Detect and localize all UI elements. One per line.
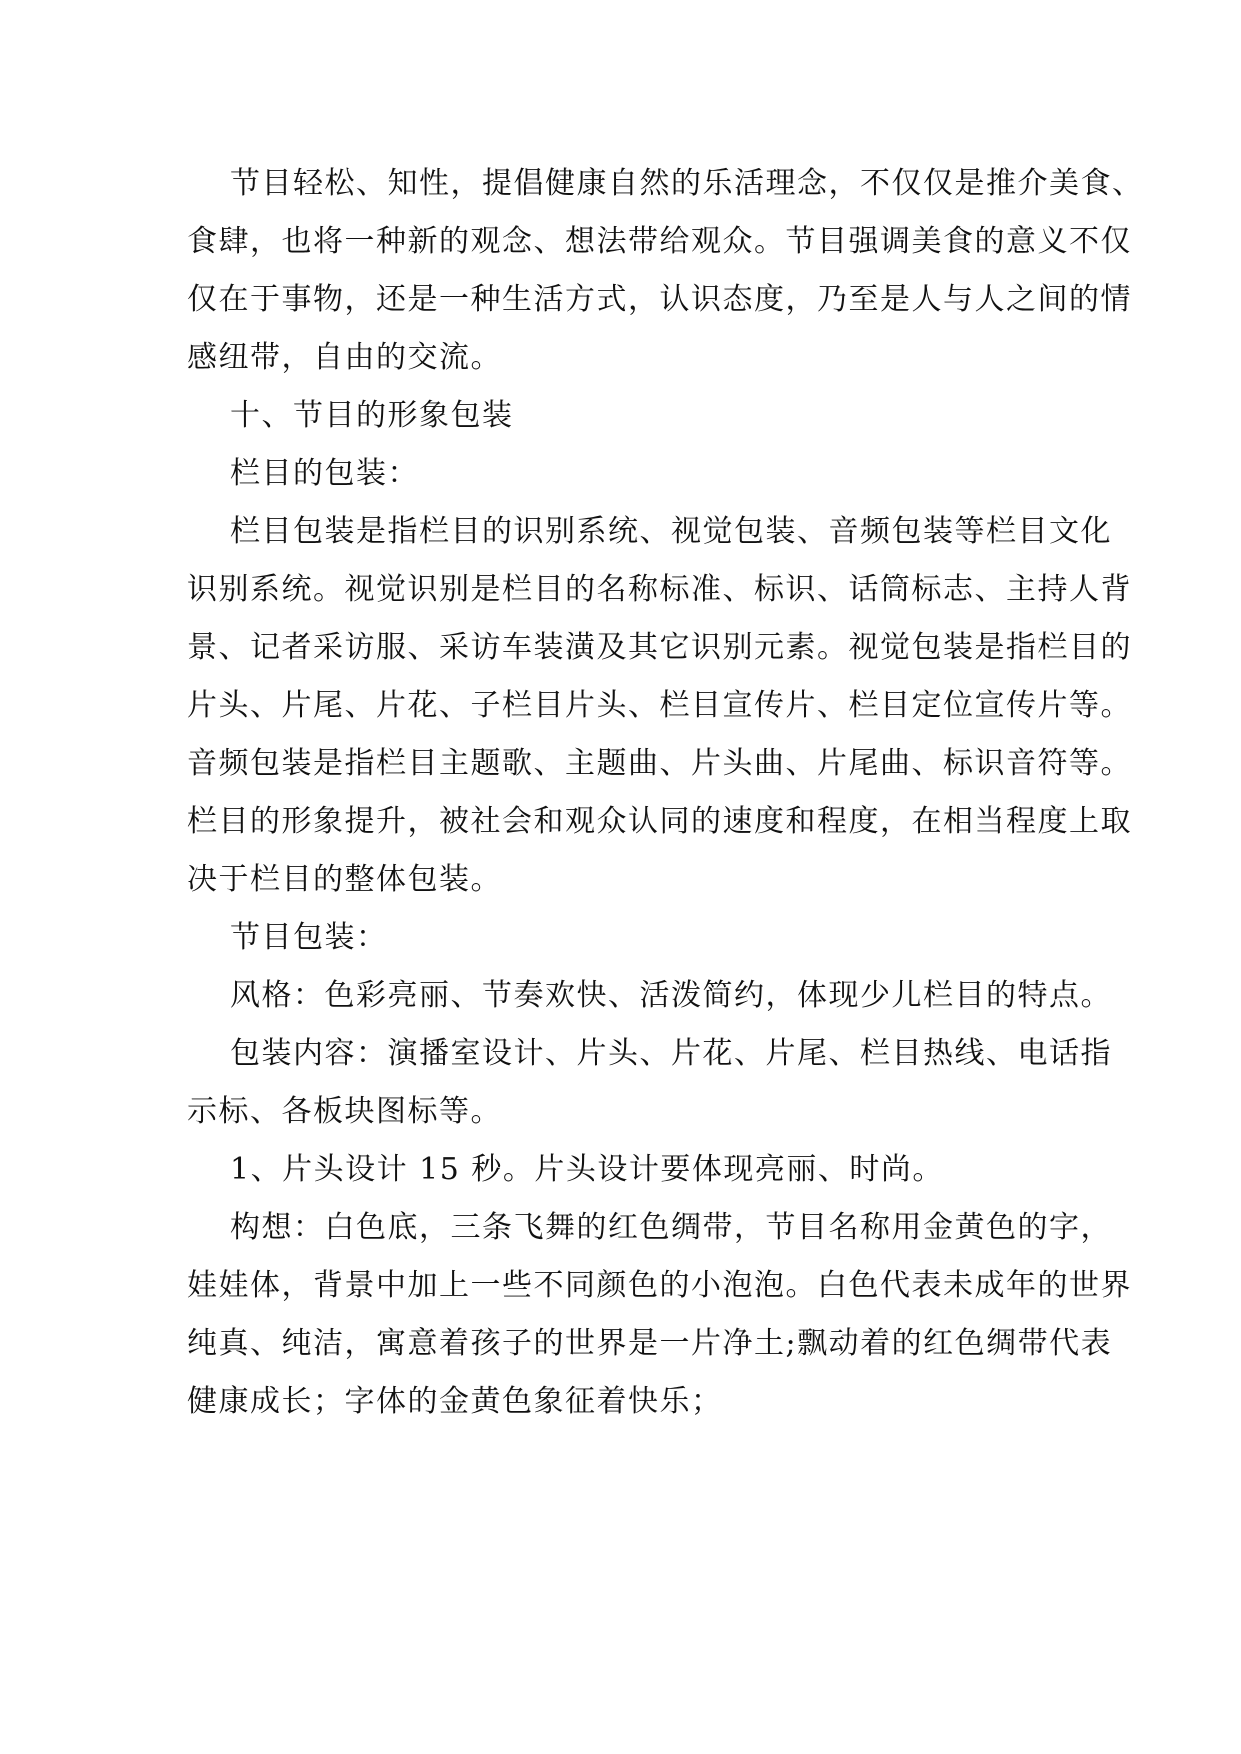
paragraph-line: 食肆，也将一种新的观念、想法带给观众。节目强调美食的意义不仅 [187,224,1132,259]
subheading: 栏目的包装： [230,456,419,491]
paragraph-line: 纯真、纯洁，寓意着孩子的世界是一片净土;飘动着的红色绸带代表 [187,1326,1113,1361]
section-heading: 十、节目的形象包装 [230,398,514,433]
paragraph-line: 示标、各板块图标等。 [187,1094,502,1129]
paragraph-line: 栏目的形象提升，被社会和观众认同的速度和程度，在相当程度上取 [187,804,1132,839]
paragraph-line: 构想：白色底，三条飞舞的红色绸带，节目名称用金黄色的字， [230,1210,1112,1245]
paragraph-line: 健康成长；字体的金黄色象征着快乐； [187,1384,723,1419]
paragraph-line: 栏目包装是指栏目的识别系统、视觉包装、音频包装等栏目文化 [230,514,1112,549]
paragraph-line: 风格：色彩亮丽、节奏欢快、活泼简约，体现少儿栏目的特点。 [230,978,1112,1013]
paragraph-line: 识别系统。视觉识别是栏目的名称标准、标识、话筒标志、主持人背 [187,572,1132,607]
paragraph-line: 音频包装是指栏目主题歌、主题曲、片头曲、片尾曲、标识音符等。 [187,746,1132,781]
paragraph-line: 包装内容：演播室设计、片头、片花、片尾、栏目热线、电话指 [230,1036,1112,1071]
paragraph-line: 片头、片尾、片花、子栏目片头、栏目宣传片、栏目定位宣传片等。 [187,688,1132,723]
subheading: 节目包装： [230,920,388,955]
paragraph-line: 节目轻松、知性，提倡健康自然的乐活理念，不仅仅是推介美食、 [230,166,1144,201]
paragraph-line: 仅在于事物，还是一种生活方式，认识态度，乃至是人与人之间的情 [187,282,1132,317]
paragraph-line: 决于栏目的整体包装。 [187,862,502,897]
paragraph-line: 1、片头设计 15 秒。片头设计要体现亮丽、时尚。 [230,1152,944,1187]
paragraph-line: 娃娃体，背景中加上一些不同颜色的小泡泡。白色代表未成年的世界 [187,1268,1132,1303]
paragraph-line: 感纽带，自由的交流。 [187,340,502,375]
paragraph-line: 景、记者采访服、采访车装潢及其它识别元素。视觉包装是指栏目的 [187,630,1132,665]
